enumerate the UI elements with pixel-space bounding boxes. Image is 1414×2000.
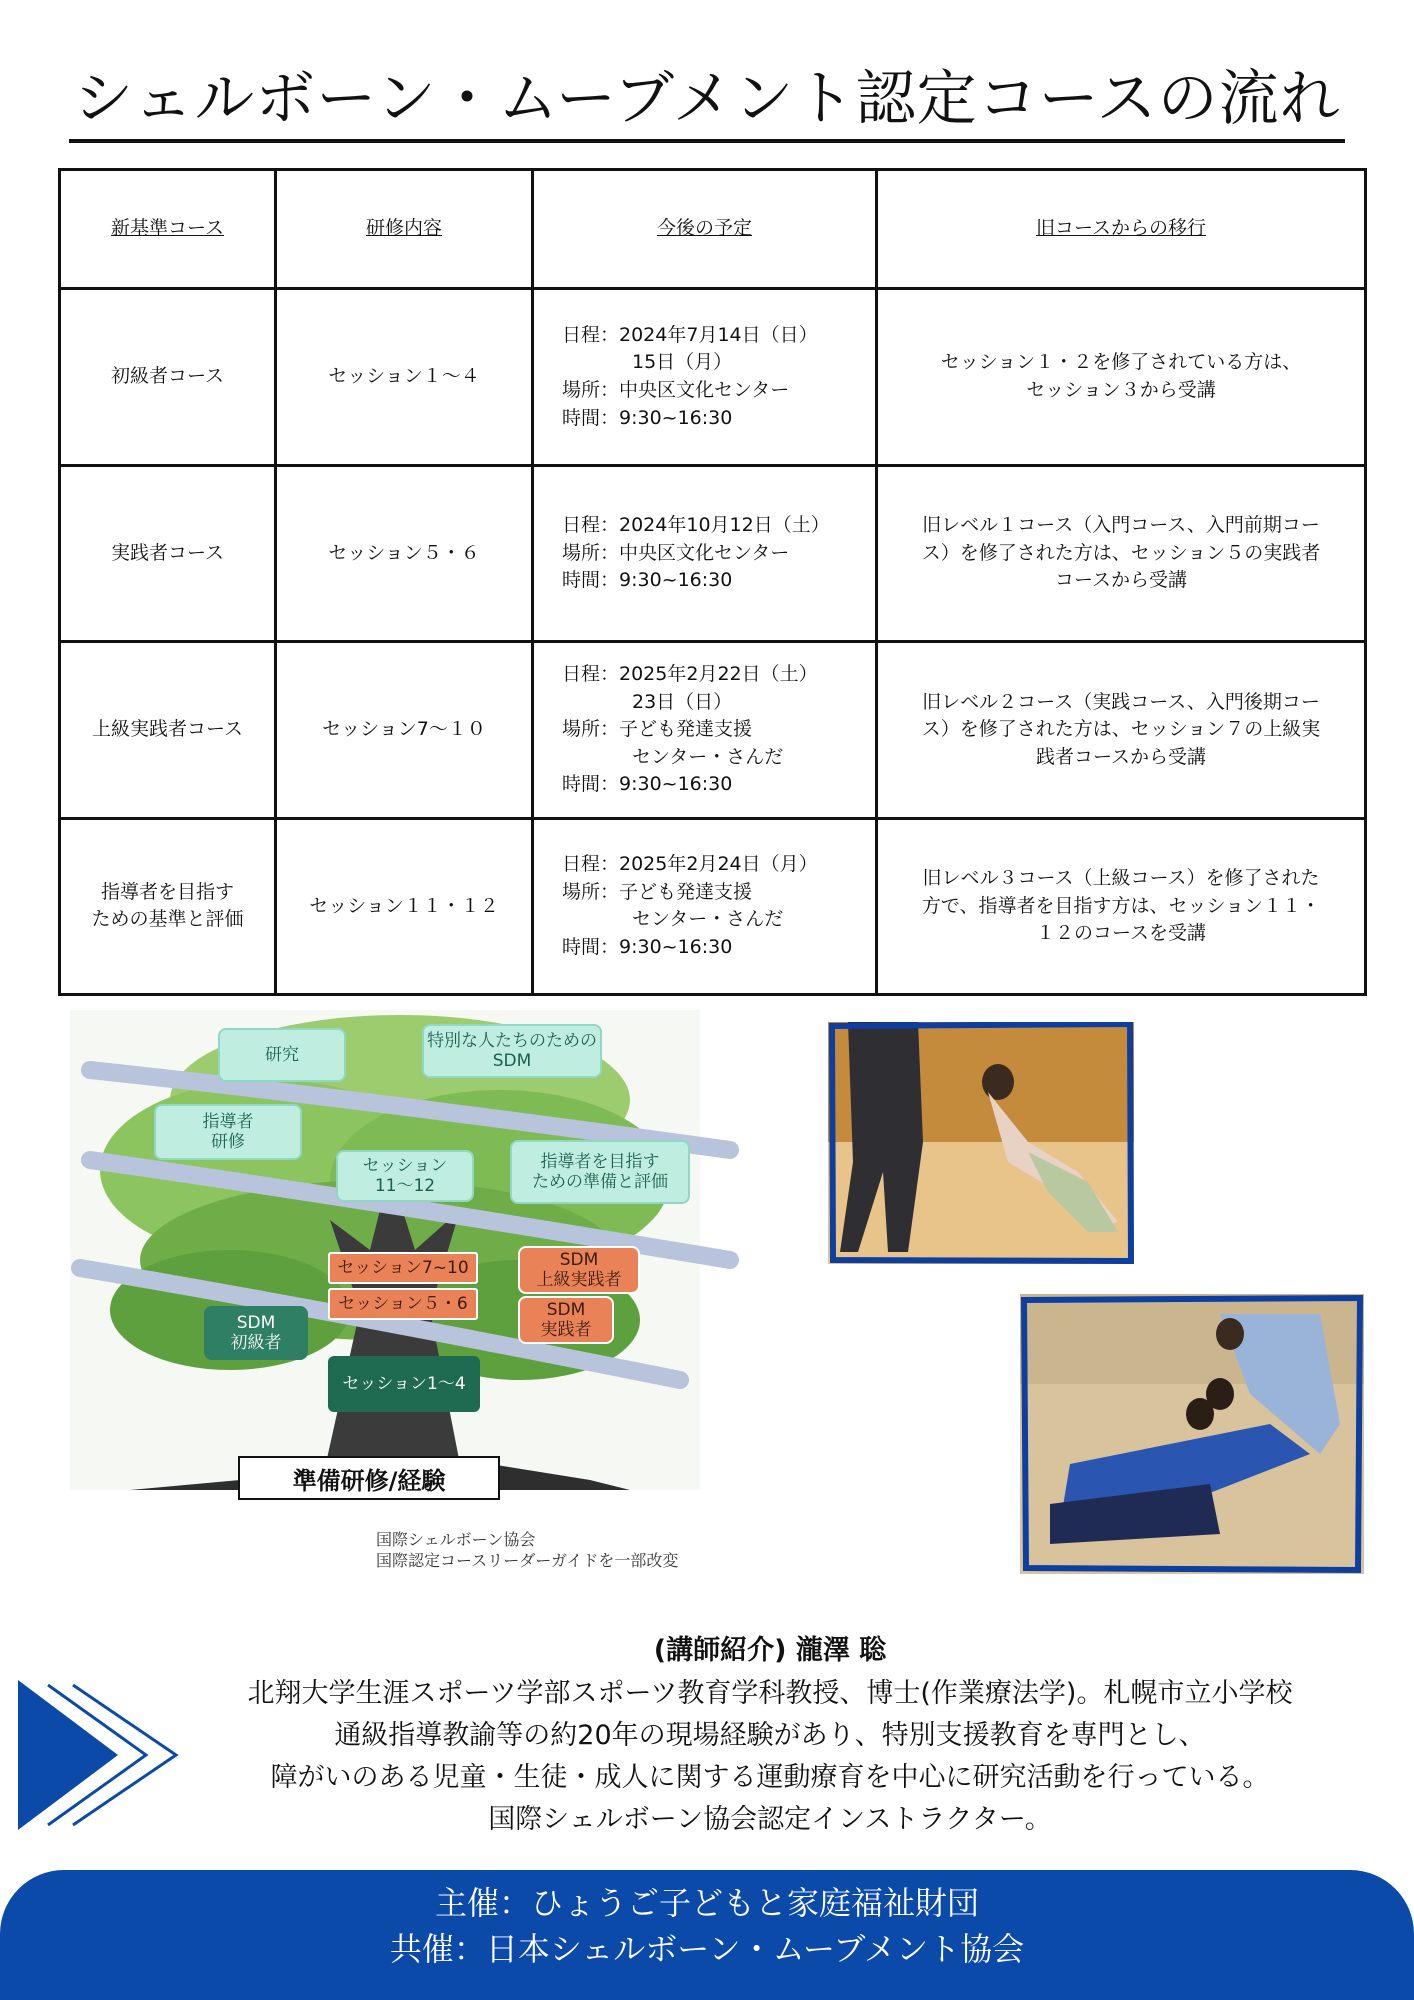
header-content: 研修内容 — [276, 170, 533, 289]
tree-label-instructor-training: 指導者 研修 — [154, 1104, 302, 1160]
table-row — [60, 289, 1366, 465]
footer-cosponsor: 共催：日本シェルボーン・ムーブメント協会 — [389, 1930, 1025, 1969]
chevron-arrows-icon — [18, 1680, 188, 1830]
course-schedule: 日程：2025年2月22日（土） 23日（日） 場所：子ども発達支援 センター・さんだ 時間：9:30~16:30 — [533, 642, 877, 818]
course-transition: セッション１・２を修了されている方は、 セッション３から受講 — [877, 289, 1366, 465]
course-content: セッション１１・１２ — [276, 818, 533, 994]
course-schedule: 日程：2025年2月24日（月） 場所：子ども発達支援 センター・さんだ 時間：9:30~16:30 — [533, 818, 877, 994]
header-schedule: 今後の予定 — [533, 170, 877, 289]
tree-label-instructor-prep: 指導者を目指す ための準備と評価 — [510, 1140, 690, 1204]
course-schedule: 日程：2024年7月14日（日） 15日（月） 場所：中央区文化センター 時間：9:30~16:30 — [533, 289, 877, 465]
course-content: セッション１～４ — [276, 289, 533, 465]
course-transition: 旧レベル３コース（上級コース）を修了された 方で、指導者を目指す方は、セッション１１・ １２のコースを受講 — [877, 818, 1366, 994]
course-name: 初級者コース — [60, 289, 276, 465]
course-name: 指導者を目指す ための基準と評価 — [60, 818, 276, 994]
tree-label-sdm-advanced: SDM 上級実践者 — [518, 1246, 640, 1294]
instructor-heading: (講師紹介) 瀧澤 聡 — [653, 1635, 887, 1666]
tree-label-special-sdm: 特別な人たちのための SDM — [422, 1024, 602, 1078]
course-content: セッション５・６ — [276, 465, 533, 641]
tree-source-caption: 国際シェルボーン協会 国際認定コースリーダーガイドを一部改変 — [376, 1530, 679, 1570]
tree-label-research: 研究 — [218, 1028, 346, 1082]
course-transition: 旧レベル１コース（入門コース、入門前期コー ス）を修了された方は、セッション５の実践者 コースから受講 — [877, 465, 1366, 641]
course-content: セッション7～１０ — [276, 642, 533, 818]
table-row — [60, 465, 1366, 641]
tree-label-sdm-beginner: SDM 初級者 — [204, 1306, 308, 1360]
course-schedule: 日程：2024年10月12日（土） 場所：中央区文化センター 時間：9:30~16:30 — [533, 465, 877, 641]
tree-label-session-11-12: セッション 11～12 — [336, 1150, 474, 1202]
photo-adult-swinging-child — [828, 1022, 1134, 1264]
footer-banner — [0, 1870, 1414, 2000]
table-row — [60, 818, 1366, 994]
course-name: 実践者コース — [60, 465, 276, 641]
table-header-row — [60, 170, 1366, 289]
course-table — [58, 168, 1367, 996]
tree-label-session-5-6: セッション５・6 — [328, 1288, 478, 1320]
tree-label-sdm-practitioner: SDM 実践者 — [518, 1296, 614, 1344]
photo-group-floor-exercise — [1020, 1294, 1364, 1574]
tree-label-foundation: 準備研修/経験 — [238, 1456, 500, 1500]
footer-organizer: 主催：ひょうご子どもと家庭福祉財団 — [434, 1884, 979, 1922]
tree-label-session-7-10: セッション7~10 — [328, 1252, 478, 1284]
page-title: シェルボーン・ムーブメント認定コースの流れ — [69, 62, 1344, 143]
instructor-section — [170, 1628, 1370, 1840]
instructor-bio: 北翔大学生涯スポーツ学部スポーツ教育学科教授、博士(作業療法学)。札幌市立小学校 通級指導教諭等の約20年の現場経験があり、特別支援教育を専門とし、 障がいのある児童・生徒・成人に関する運動療育を中心に研究活動を行っている。 国際シェルボーン協会認定インストラクター。 — [247, 1678, 1293, 1835]
table-row — [60, 642, 1366, 818]
course-transition: 旧レベル２コース（実践コース、入門後期コー ス）を修了された方は、セッション７の上級実 践者コースから受講 — [877, 642, 1366, 818]
tree-label-session-1-4: セッション1～4 — [328, 1356, 480, 1412]
course-name: 上級実践者コース — [60, 642, 276, 818]
header-new-course: 新基準コース — [60, 170, 276, 289]
page-title-wrap — [0, 62, 1414, 143]
header-transition: 旧コースからの移行 — [877, 170, 1366, 289]
course-tree-diagram — [70, 1010, 760, 1590]
